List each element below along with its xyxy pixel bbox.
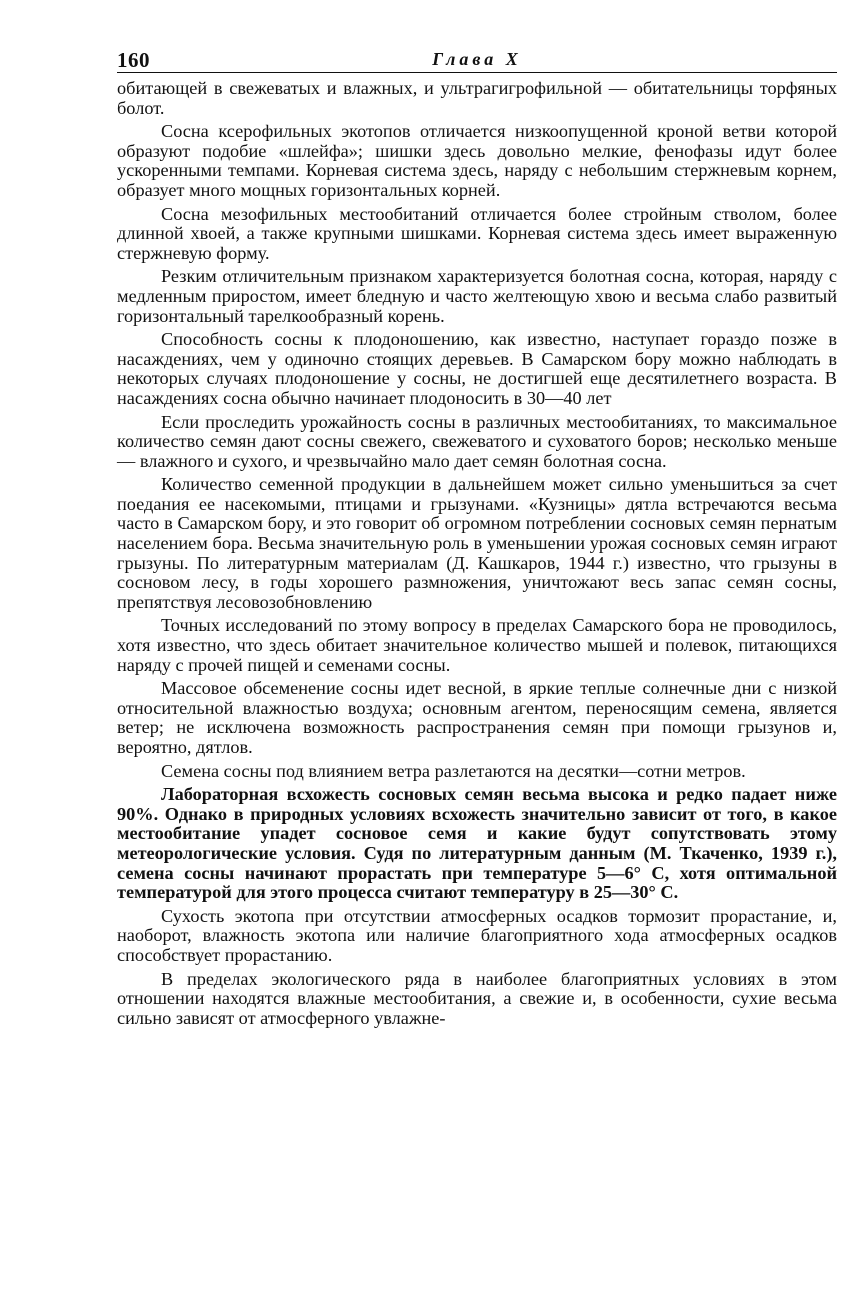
paragraph-mesophytic-pine: Сосна мезофильных местообитаний отличается более стройным стволом, более длинной хвоей, а также крупными шишками. Корневая система здесь имеет выраженную стержневую форму. (117, 203, 837, 263)
paragraph-wind-distance: Семена сосны под влиянием ветра разлетаются на десятки—сотни метров. (161, 760, 746, 781)
paragraph-ecological-row: В пределах экологического ряда в наиболее благоприятных условиях в этом отношении находятся влажные местообитания, а свежие и, в особенности, сухие весьма сильно зависят от атмосферного увлажне- (117, 968, 837, 1028)
page-header (117, 46, 837, 73)
paragraph-seed-dispersal: Массовое обсеменение сосны идет весной, в яркие теплые солнечные дни с низкой относительной влажностью воздуха; основным агентом, переносящим семена, является ветер; не исключена возможность распространения семян при помощи грызунов и, вероятно, дятлов. (117, 678, 837, 757)
paragraph-seed-loss: Количество семенной продукции в дальнейшем может сильно уменьшиться за счет поедания ее насекомыми, птицами и грызунами. «Кузницы» дятла встречаются весьма часто в Самарском бору, и это говорит об огромном потреблении сосновых семян пернатым населением бора. Весьма значительную роль в уменьшении урожая сосновых семян играют грызуны. По литературным материалам (Д. Кашкаров, 1944 г.) известно, что грызуны в сосновом лесу, в годы хорошего размножения, уничтожают весь запас семян сосны, препятствуя лесовозобновлению (117, 474, 837, 612)
paragraph-research: Точных исследований по этому вопросу в пределах Самарского бора не проводилось, хотя известно, что здесь обитает значительное количество мышей и полевок, питающихся наряду с прочей пищей и семенами сосны. (117, 615, 837, 675)
chapter-running-head: Глава X (432, 49, 522, 69)
paragraph-seed-yield: Если проследить урожайность сосны в различных местообитаниях, то максимальное количество семян дают сосны свежего, свежеватого и суховатого боров; несколько меньше — влажного и сухого, и чрезвычайно мало дает семян болотная сосна. (117, 411, 837, 471)
paragraph-fruiting: Способность сосны к плодоношению, как известно, наступает гораздо позже в насаждениях, чем у одиночно стоящих деревьев. В Самарском бору можно наблюдать в некоторых случаях плодоношение у сосны, не достигшей еще десятилетнего возраста. В насаждениях сосна обычно начинает плодоносить в 30—40 лет (117, 329, 837, 408)
book-page (117, 46, 837, 1032)
paragraph-bog-pine: Резким отличительным признаком характеризуется болотная сосна, которая, наряду с медленным приростом, имеет бледную и часто желтеющую хвою и весьма слабо развитый горизонтальный тарелкообразный корень. (117, 266, 837, 326)
paragraph-xerophytic-pine: Сосна ксерофильных экотопов отличается низкоопущенной кроной ветви которой образуют подобие «шлейфа»; шишки здесь довольно мелкие, фенофазы идут более ускоренными темпами. Корневая система здесь, наряду с небольшим стержневым корнем, образует много мощных горизонтальных корней. (117, 121, 837, 200)
page-number: 160 (117, 48, 150, 72)
paragraph-germination: Лабораторная всхожесть сосновых семян весьма высока и редко падает ниже 90%. Однако в природных условиях всхожесть значительно зависит от того, в какое местообитание упадет сосновое семя и какие будут сопутствовать этому метеорологические условия. Судя по литературным данным (М. Ткаченко, 1939 г.), семена сосны начинают прорастать при температуре 5—6° С, хотя оптимальной температурой для этого процесса считают температуру в 25—30° С. (117, 784, 837, 903)
paragraph-dryness: Сухость экотопа при отсутствии атмосферных осадков тормозит прорастание, и, наоборот, влажность экотопа или наличие благоприятного хода атмосферных осадков способствует прорастанию. (117, 905, 837, 965)
paragraph-continuation: обитающей в свежеватых и влажных, и ультрагигрофильной — обитательницы торфяных болот. (117, 78, 837, 118)
body-text (117, 79, 837, 1028)
